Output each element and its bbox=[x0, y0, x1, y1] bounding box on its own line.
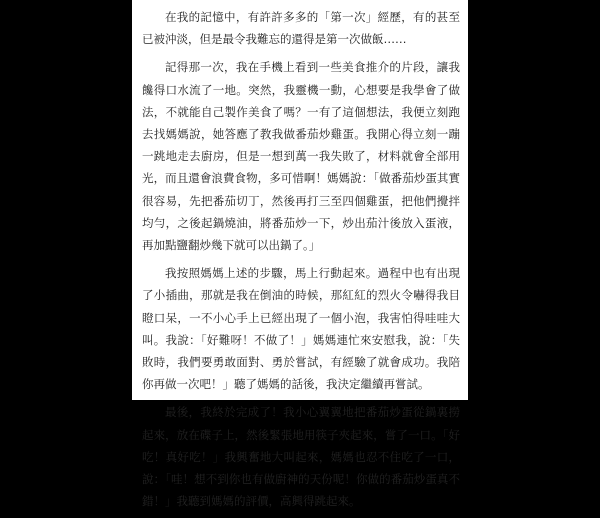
paragraph-4: 最後，我終於完成了！我小心翼翼地把番茄炒蛋從鍋裏撈起來，放在碟子上，然後緊張地用筷子夾起來，嘗了一口。「好吃！真好吃！」我興奮地大叫起來，媽媽也忍不住吃了一口，說：「哇！想不到你也有做廚神的天份呢！你做的番茄炒蛋真不錯！」我聽到媽媽的評價，高興得跳起來。 bbox=[142, 405, 460, 509]
document-page bbox=[132, 0, 468, 509]
paragraph-3: 我按照媽媽上述的步驟，馬上行動起來。過程中也有出現了小插曲，那就是我在倒油的時候，那紅紅的烈火令嚇得我目瞪口呆，一不小心手上已經出現了一個小泡，我害怕得哇哇大叫。我說：「好難呀！不做了！」媽媽連忙來安慰我，說：「失敗時，我們要勇敢面對、勇於嘗試，有經驗了就會成功。我陪你再做一次吧！」聽了媽媽的話後，我決定繼續再嘗試。 bbox=[142, 266, 460, 392]
paragraph-1: 在我的記憶中，有許許多多的「第一次」經歷，有的甚至已被沖淡，但是最令我難忘的還得是第一次做飯…… bbox=[142, 10, 460, 47]
paragraph-2: 記得那一次，我在手機上看到一些美食推介的片段，讓我饞得口水流了一地。突然，我靈機一動，心想要是我學會了做法，不就能自己製作美食了嗎？一有了這個想法，我便立刻跑去找媽媽說，她答應了教我做番茄炒雞蛋。我開心得立刻一蹦一跳地走去廚房，但是一想到萬一我失敗了，材料就會全部用光，而且還會浪費食物，多可惜啊！媽媽說：「做番茄炒蛋其實很容易，先把番茄切丁，然後再打三至四個雞蛋，把他們攪拌均勻，之後起鍋燒油，將番茄炒一下，炒出茄汁後放入蛋液，再加點鹽翻炒幾下就可以出鍋了。」 bbox=[142, 60, 460, 253]
essay-body bbox=[142, 6, 460, 518]
